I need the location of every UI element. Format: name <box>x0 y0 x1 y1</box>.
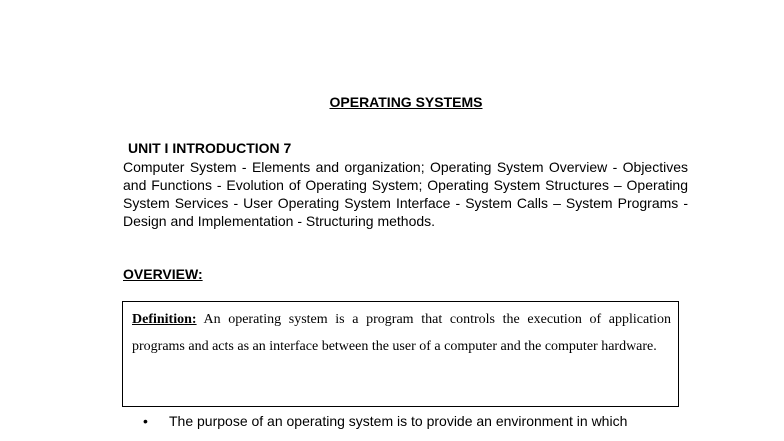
unit-syllabus-text: Computer System - Elements and organization; Operating System Overview - Objectives and Functions - Evolution of Operating System; Operating System Structures – Operating System Services - User Operating System Interface - System Calls – System Programs - Design and Implementation - Structuring methods. <box>123 159 688 229</box>
bullet-text: The purpose of an operating system is to provide an environment in which <box>169 413 628 429</box>
bullet-item <box>143 413 627 429</box>
document-title: OPERATING SYSTEMS <box>329 94 483 110</box>
definition-label: Definition: <box>132 312 197 327</box>
definition-box <box>122 301 679 407</box>
definition-paragraph <box>132 306 671 360</box>
overview-heading: OVERVIEW: <box>123 266 203 282</box>
unit-heading: UNIT I INTRODUCTION 7 <box>128 140 292 156</box>
definition-text: An operating system is a program that controls the execution of application programs and acts as an interface between the user of a computer and the computer hardware. <box>132 312 671 354</box>
bullet-marker: • <box>143 413 148 429</box>
